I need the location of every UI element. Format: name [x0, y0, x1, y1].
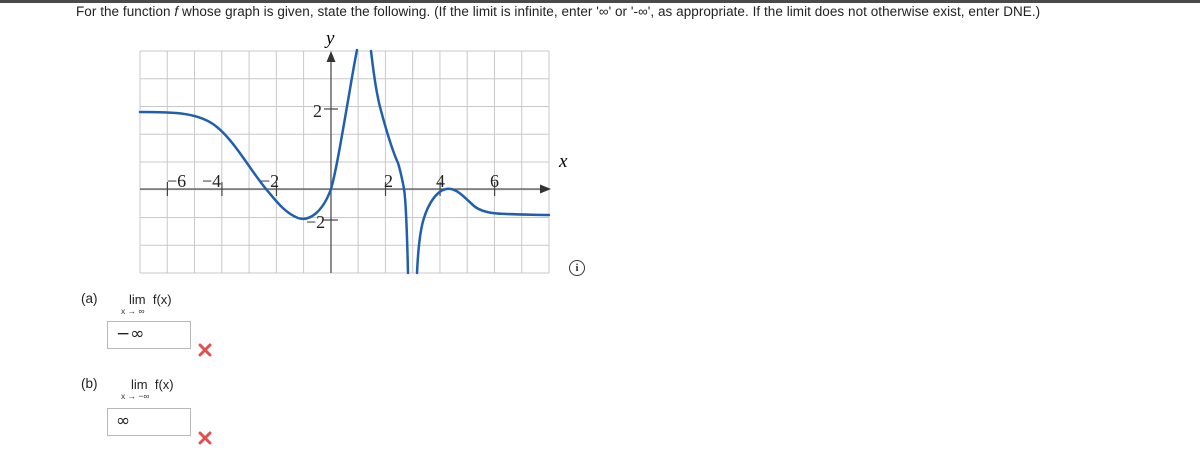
x-tick-label: 2 — [384, 171, 393, 191]
x-icon — [198, 431, 212, 445]
x-icon — [198, 343, 212, 357]
prompt-pre: For the function — [76, 4, 175, 19]
graph-grid — [140, 51, 549, 273]
question-prompt — [76, 4, 1040, 19]
x-tick-label: 6 — [490, 171, 499, 191]
part-a-limit — [129, 292, 172, 307]
part-b-answer-input[interactable]: ∞ — [107, 408, 191, 436]
info-icon[interactable]: i — [569, 260, 585, 276]
x-tick-label: −2 — [260, 171, 280, 191]
part-a-subscript: x → ∞ — [121, 306, 145, 316]
x-tick-label: 4 — [436, 171, 445, 191]
part-b-label: (b) — [81, 376, 98, 391]
limit-function: f(x) — [152, 292, 172, 307]
y-tick-label: 2 — [313, 101, 322, 121]
limit-word: lim — [131, 377, 148, 392]
function-graph — [130, 25, 590, 275]
x-tick-label: −4 — [202, 171, 222, 191]
y-axis-label: y — [326, 28, 335, 49]
curve-right-branch — [417, 189, 549, 273]
graph-svg — [130, 25, 590, 275]
x-axis-label: x — [559, 151, 568, 172]
part-a-label: (a) — [81, 291, 98, 306]
y-axis-arrow — [327, 51, 336, 62]
x-tick-label: −6 — [167, 171, 187, 191]
limit-function: f(x) — [154, 377, 174, 392]
y-tick-label: −2 — [306, 212, 326, 232]
prompt-function-name: f — [174, 4, 179, 19]
top-border — [0, 0, 1200, 3]
prompt-post: whose graph is given, state the following. (If the limit is infinite, enter '∞' or '-∞', as appropriate. If the limit does not otherwise exist, enter DNE.) — [178, 4, 1041, 19]
part-a-answer-input[interactable]: −∞ — [107, 321, 191, 349]
part-b-limit — [131, 377, 174, 392]
part-b-subscript: x → −∞ — [121, 391, 150, 401]
limit-word: lim — [129, 292, 146, 307]
